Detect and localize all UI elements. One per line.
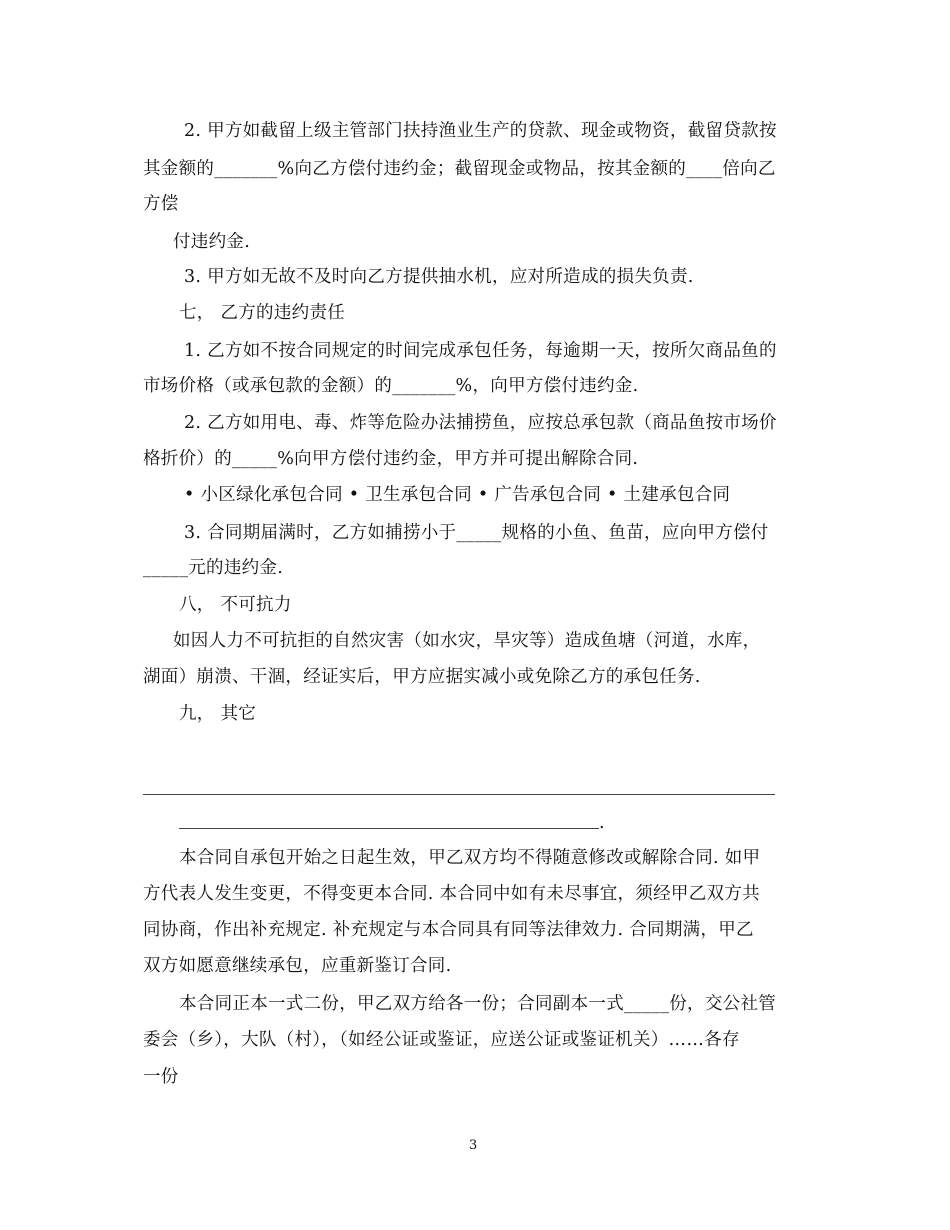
effectiveness-line-4: 双方如愿意继续承包，应重新鉴订合同. [143, 956, 452, 976]
section-8-text-line-2: 湖面）崩溃、干涸，经证实后，甲方应据实减小或免除乙方的承包任务. [143, 667, 701, 687]
clause-7-item-1-line-2: 市场价格（或承包款的金额）的_______%，向甲方偿付违约金. [143, 376, 639, 396]
clause-6-item-3: 3. 甲方如无故不及时向乙方提供抽水机，应对所造成的损失负责. [184, 267, 694, 287]
effectiveness-line-1: 本合同自承包开始之日起生效，甲乙双方均不得随意修改或解除合同. 如甲 [179, 848, 761, 868]
clause-6-item-2-line-2: 其金额的_______%向乙方偿付违约金；截留现金或物品，按其金额的____倍向乙 [143, 159, 776, 179]
clause-7-item-3-line-2: _____元的违约金. [143, 558, 284, 578]
clause-6-item-2-line-4: 付违约金. [173, 232, 251, 252]
blank-line-end-period: . [599, 813, 605, 833]
clause-7-item-3-line-1: 3. 合同期届满时，乙方如捕捞小于_____规格的小鱼、鱼苗，应向甲方偿付 [184, 523, 769, 543]
section-8-text-line-1: 如因人力不可抗拒的自然灾害（如水灾，旱灾等）造成鱼塘（河道，水库， [173, 631, 761, 651]
clause-6-item-2-line-3: 方偿 [143, 194, 179, 214]
section-7-heading: 七， 乙方的违约责任 [179, 303, 346, 323]
copies-line-3: 一份 [143, 1067, 179, 1087]
clause-7-item-2-line-2: 格折价）的_____%向甲方偿付违约金，甲方并可提出解除合同. [143, 449, 639, 469]
clause-7-item-2-line-1: 2. 乙方如用电、毒、炸等危险办法捕捞鱼，应按总承包款（商品鱼按市场价 [184, 413, 777, 433]
section-8-heading: 八， 不可抗力 [179, 595, 292, 615]
clause-6-item-2-line-1: 2. 甲方如截留上级主管部门扶持渔业生产的贷款、现金或物资，截留贷款按 [184, 121, 777, 141]
copies-line-2: 委会（乡），大队（村），（如经公证或鉴证，应送公证或鉴证机关）……各存 [143, 1030, 740, 1050]
section-9-heading: 九， 其它 [179, 704, 257, 724]
blank-line-2 [179, 828, 599, 829]
effectiveness-line-3: 同协商，作出补充规定. 补充规定与本合同具有同等法律效力. 合同期满，甲乙 [143, 920, 754, 940]
copies-line-1: 本合同正本一式二份，甲乙双方给各一份；合同副本一式_____份，交公社管 [179, 994, 777, 1014]
related-contracts-links: • 小区绿化承包合同 • 卫生承包合同 • 广告承包合同 • 土建承包合同 [184, 485, 731, 505]
effectiveness-line-2: 方代表人发生变更，不得变更本合同. 本合同中如有未尽事宜，须经甲乙双方共 [143, 884, 760, 904]
page-number: 3 [469, 1138, 478, 1153]
blank-line-1 [143, 794, 775, 795]
clause-7-item-1-line-1: 1. 乙方如不按合同规定的时间完成承包任务，每逾期一天，按所欠商品鱼的 [184, 341, 777, 361]
